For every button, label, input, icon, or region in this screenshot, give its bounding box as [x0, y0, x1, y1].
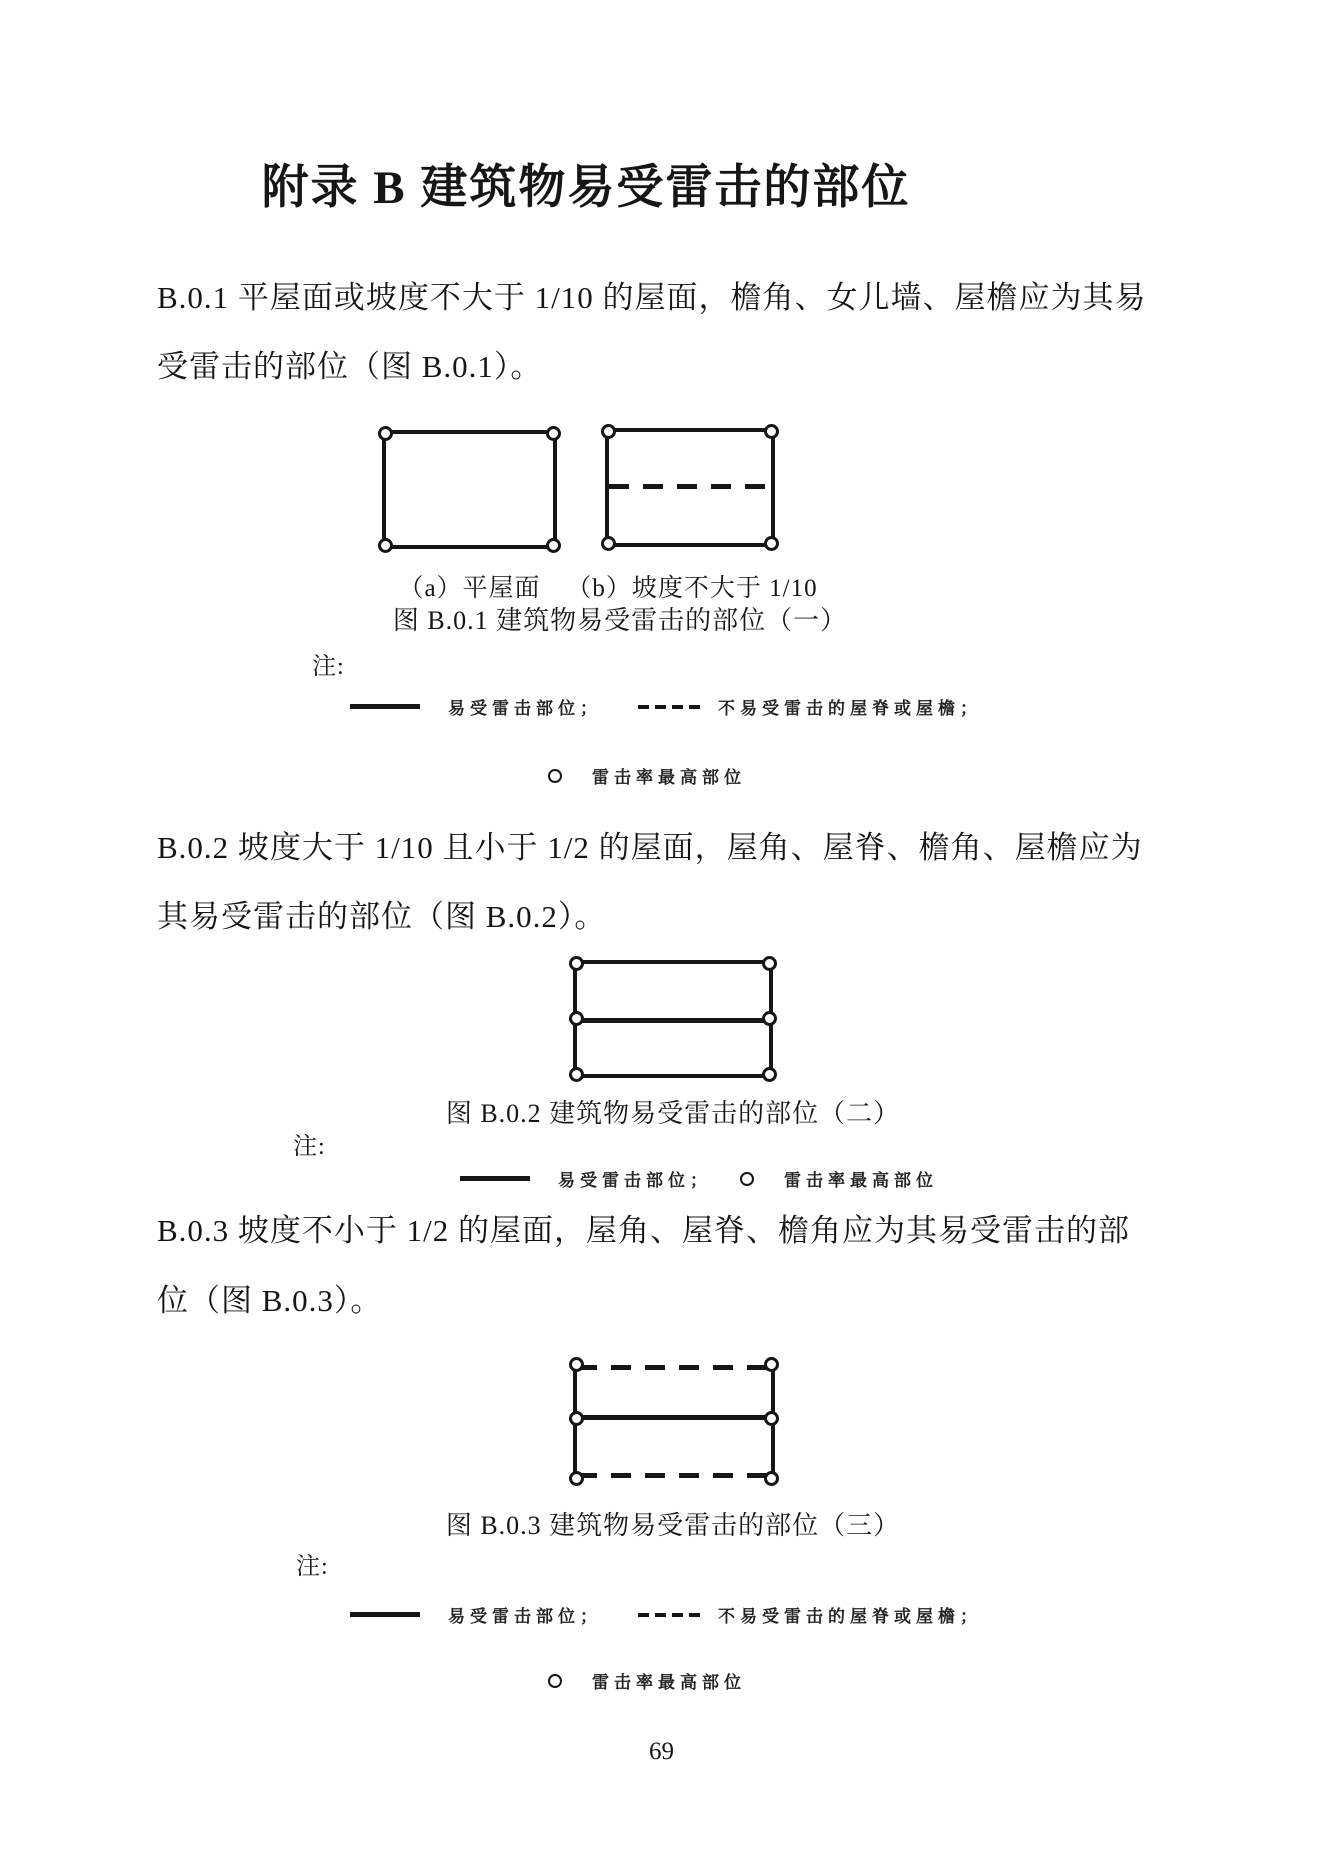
strike-point-marker	[546, 538, 561, 553]
solid-line-sample-icon	[350, 704, 420, 709]
clause-b03-line1: B.0.3 坡度不小于 1/2 的屋面，屋角、屋脊、檐角应为其易受雷击的部	[157, 1213, 1131, 1248]
clause-b02-line2: 其易受雷击的部位（图 B.0.2）。	[157, 899, 607, 934]
dashed-line-sample-icon	[638, 705, 702, 709]
strike-point-marker	[601, 424, 616, 439]
strike-point-marker	[378, 538, 393, 553]
strike-point-marker	[569, 956, 584, 971]
strike-point-marker	[569, 1357, 584, 1372]
clause-b03-line2: 位（图 B.0.3）。	[157, 1283, 383, 1318]
clause-b01-line1: B.0.1 平屋面或坡度不大于 1/10 的屋面，檐角、女儿墙、屋檐应为其易	[157, 280, 1147, 315]
legend-solid-label: 易受雷击部位；	[558, 1171, 712, 1190]
legend-row-fig2	[460, 1166, 938, 1191]
eave-dashed-line-bottom	[577, 1473, 771, 1478]
solid-line-sample-icon	[350, 1612, 420, 1617]
strike-point-marker	[764, 1357, 779, 1372]
note-label-1: 注:	[312, 654, 345, 680]
legend-dashed-label: 不易受雷击的屋脊或屋檐；	[718, 699, 982, 718]
strike-point-marker	[762, 956, 777, 971]
figure-b03-caption: 图 B.0.3 建筑物易受雷击的部位（三）	[445, 1511, 901, 1540]
legend-solid-label: 易受雷击部位；	[448, 1607, 602, 1626]
legend-circle-label: 雷击率最高部位	[592, 768, 746, 787]
strike-point-marker	[764, 1471, 779, 1486]
page-title: 附录 B 建筑物易受雷击的部位	[261, 162, 911, 214]
legend-dashed-label: 不易受雷击的屋脊或屋檐；	[718, 1607, 982, 1626]
figure-b01-low-slope-roof-plan	[605, 428, 775, 547]
figure-b02-caption: 图 B.0.2 建筑物易受雷击的部位（二）	[445, 1099, 901, 1128]
ridge-solid-line	[577, 1018, 769, 1023]
solid-line-sample-icon	[460, 1176, 530, 1181]
legend-circle-label: 雷击率最高部位	[592, 1673, 746, 1692]
eave-dashed-line-top	[577, 1365, 771, 1370]
figure-b01-subcaption-a: （a）平屋面	[398, 575, 541, 602]
figure-b02-roof-plan	[573, 960, 773, 1078]
strike-point-marker	[569, 1067, 584, 1082]
legend-row-fig3-circle	[548, 1668, 746, 1693]
strike-point-marker	[762, 1011, 777, 1026]
highest-rate-circle-icon	[548, 1674, 562, 1688]
strike-point-marker	[601, 536, 616, 551]
strike-point-marker	[546, 426, 561, 441]
strike-point-marker	[569, 1411, 584, 1426]
clause-b01-line2: 受雷击的部位（图 B.0.1）。	[157, 349, 543, 384]
figure-b01-subcaption-b: （b）坡度不大于 1/10	[566, 575, 818, 602]
strike-point-marker	[762, 1067, 777, 1082]
figure-b01-caption: 图 B.0.1 建筑物易受雷击的部位（一）	[392, 606, 848, 635]
note-label-3: 注:	[296, 1554, 329, 1580]
clause-b02-line1: B.0.2 坡度大于 1/10 且小于 1/2 的屋面，屋角、屋脊、檐角、屋檐应为	[157, 830, 1143, 865]
strike-point-marker	[764, 1411, 779, 1426]
note-label-2: 注:	[293, 1134, 326, 1160]
legend-row-fig3-lines	[350, 1602, 982, 1627]
strike-point-marker	[764, 536, 779, 551]
page-number: 69	[649, 1738, 674, 1765]
legend-circle-label: 雷击率最高部位	[784, 1171, 938, 1190]
legend-solid-label: 易受雷击部位；	[448, 699, 602, 718]
strike-point-marker	[569, 1471, 584, 1486]
ridge-solid-line	[577, 1415, 771, 1420]
legend-row-fig1-lines	[350, 694, 982, 719]
highest-rate-circle-icon	[548, 769, 562, 783]
strike-point-marker	[764, 424, 779, 439]
strike-point-marker	[569, 1011, 584, 1026]
legend-row-fig1-circle	[548, 763, 746, 788]
ridge-dashed-line	[609, 484, 771, 489]
figure-b03-roof-plan	[573, 1365, 775, 1478]
strike-point-marker	[378, 426, 393, 441]
highest-rate-circle-icon	[740, 1172, 754, 1186]
figure-b01-flat-roof-plan	[382, 430, 557, 549]
dashed-line-sample-icon	[638, 1613, 702, 1617]
